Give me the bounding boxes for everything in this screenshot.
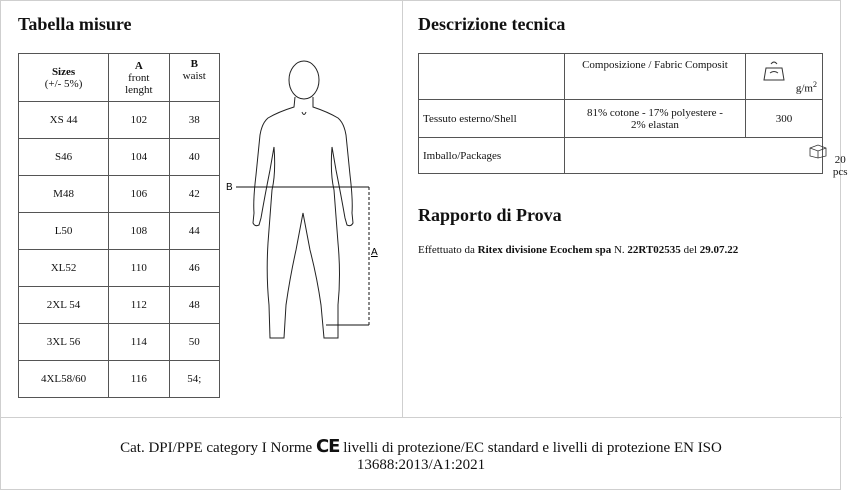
size-cell: M48 [19, 176, 109, 213]
footer-line-2: 13688:2013/A1:2021 [356, 457, 486, 473]
shell-composition: 81% cotone - 17% polyestere - 2% elastan [564, 100, 745, 138]
measure-lines [236, 187, 369, 325]
table-row [19, 287, 220, 324]
size-table [18, 53, 220, 398]
table-row [19, 139, 220, 176]
table-row [19, 213, 220, 250]
table-row [19, 176, 220, 213]
packages-value: 20 pcs [832, 154, 848, 178]
weight-unit: $g/m^2$ [795, 80, 817, 95]
tech-description-title: Descrizione tecnica [418, 14, 566, 34]
waist-cell: 46 [169, 250, 220, 287]
test-report-text: Effettuato da Ritex divisione Ecochem spa N. 22RT02535 del 29.07.22 [418, 244, 739, 256]
waist-cell: 42 [169, 176, 220, 213]
table-row [19, 361, 220, 398]
size-cell: 4XL58/60 [19, 361, 109, 398]
packages-row [419, 138, 823, 174]
waist-cell: 50 [169, 324, 220, 361]
size-cell: L50 [19, 213, 109, 250]
size-cell: S46 [19, 139, 109, 176]
column-divider [402, 0, 403, 418]
footer-divider [0, 417, 842, 418]
size-table-title: Tabella misure [18, 14, 132, 34]
footer-line-1: Cat. DPI/PPE category I Norme CE livelli di protezione/EC standard e livelli di protezione EN ISO [120, 436, 722, 457]
test-report-title: Rapporto di Prova [418, 205, 562, 225]
tech-header-row [419, 54, 823, 100]
size-cell: 3XL 56 [19, 324, 109, 361]
size-cell: XS 44 [19, 102, 109, 139]
waist-cell: 54; [169, 361, 220, 398]
label-b: B [226, 182, 233, 193]
front-length-cell: 116 [109, 361, 169, 398]
waist-header: B waist [169, 54, 220, 102]
body-outline [253, 61, 353, 338]
front-length-cell: 112 [109, 287, 169, 324]
front-length-cell: 114 [109, 324, 169, 361]
front-length-cell: 108 [109, 213, 169, 250]
front-length-cell: 104 [109, 139, 169, 176]
table-row [19, 102, 220, 139]
packages-label: Imballo/Packages [419, 138, 565, 174]
shell-row [419, 100, 823, 138]
label-a: A [371, 247, 378, 258]
ce-mark: CE [315, 436, 340, 457]
size-cell: XL52 [19, 250, 109, 287]
sizes-header: Sizes (+/- 5%) [19, 54, 109, 102]
waist-cell: 44 [169, 213, 220, 250]
weight-header [746, 54, 823, 100]
table-row [19, 324, 220, 361]
waist-cell: 40 [169, 139, 220, 176]
weight-icon [762, 60, 786, 82]
tech-table [418, 53, 848, 178]
composition-header: Composizione / Fabric Composit [564, 54, 745, 100]
waist-cell: 48 [169, 287, 220, 324]
front-length-cell: 102 [109, 102, 169, 139]
packages-value-cell [564, 138, 848, 178]
waist-cell: 38 [169, 102, 220, 139]
table-row [19, 250, 220, 287]
front-length-cell: 106 [109, 176, 169, 213]
footer [0, 438, 842, 474]
size-cell: 2XL 54 [19, 287, 109, 324]
front-length-cell: 110 [109, 250, 169, 287]
front-length-header: A front lenght [109, 54, 169, 102]
empty-cell [419, 54, 565, 100]
shell-weight: 300 [746, 100, 823, 138]
size-table-header [19, 54, 220, 102]
box-icon [808, 144, 828, 158]
shell-label: Tessuto esterno/Shell [419, 100, 565, 138]
body-figure [224, 55, 394, 355]
